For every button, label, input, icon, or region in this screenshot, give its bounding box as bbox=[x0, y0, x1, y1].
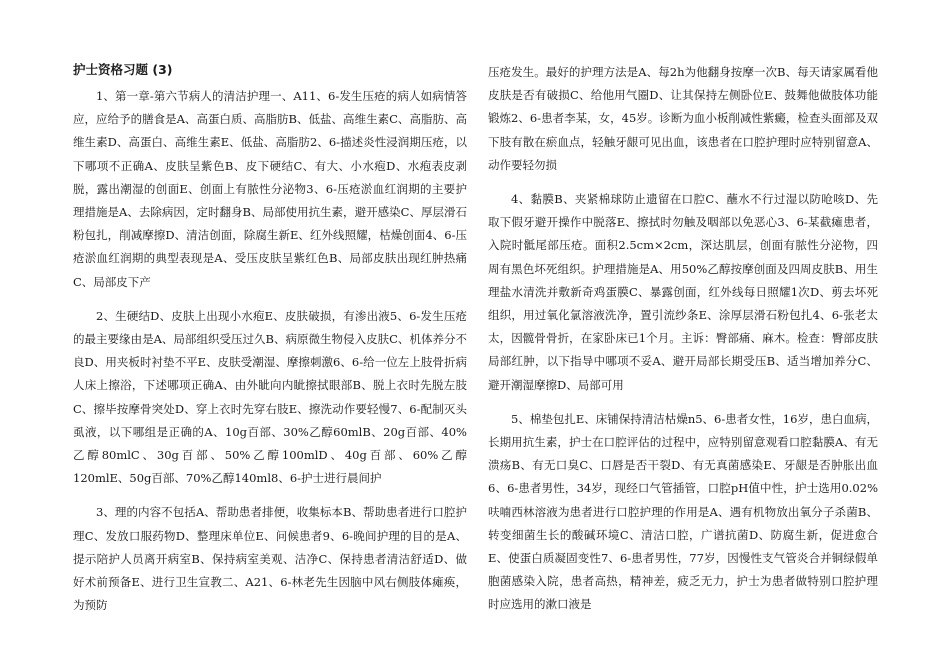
paragraph: 3、理的内容不包括A、帮助患者排便，收集标本B、帮助患者进行口腔护理C、发放口服药物D、整理床单位E、问候患者9、6-晚间护理的目的是A、提示陪护人员离开病室B、保持病室美观、洁净C、保持患者清洁舒适D、做好术前预备E、进行卫生宣教二、A21、6-林老先生因脑中风右侧肢体瘫痪，为预防 bbox=[73, 505, 467, 613]
paragraph: 压疮发生。最好的护理方法是A、每2h为他翻身按摩一次B、每天请家属看他皮肤是否有破损C、给他用气圈D、让其保持左侧卧位E、鼓舞他做肢体功能锻炼2、6-患者李某，女，45岁。诊断为血小板削减性紫癜，检查头面部及双下肢有散在瘀血点，轻触牙龈可见出血，该患者在口腔护理时应特别留意A、动作要轻勿损 bbox=[488, 65, 878, 172]
paragraph: 1、第一章-第六节病人的清洁护理一、A11、6-发生压疮的病人如病情答应，应给予的膳食是A、高蛋白质、高脂肪B、低盐、高维生素C、高脂肪、高维生素D、高蛋白、高维生素E、低盐、高脂肪2、6-描述炎性浸润期压疮，以下哪项不正确A、皮肤呈紫色B、皮下硬结C、有大、小水疱D、水疱表皮剥脱，露出潮湿的创面E、创面上有脓性分泌物3、6-压疮淤血红润期的主要护理措施是A、去除病因，定时翻身B、局部使用抗生素，避开感染C、厚层滑石粉包扎，削减摩擦D、清洁创面，除腐生新E、红外线照耀，枯燥创面4、6-压疮淤血红润期的典型表现是A、受压皮肤呈紫红色B、局部皮肤出现红肿热痛C、局部皮下产 bbox=[73, 89, 467, 289]
left-column bbox=[73, 60, 467, 628]
paragraph: 4、黏膜B、夹紧棉球防止遗留在口腔C、蘸水不行过湿以防呛咳D、先取下假牙避开操作中脱落E、擦拭时勿触及咽部以免恶心3、6-某截瘫患者，入院时骶尾部压疮。面积2.5cm×2cm，深达肌层，创面有脓性分泌物，四周有黑色坏死组织。护理措施是A、用50%乙醇按摩创面及四周皮肤B、用生理盐水清洗并敷新奇鸡蛋膜C、暴露创面，红外线每日照耀1次D、剪去坏死组织，用过氧化氯溶液洗净，置引流纱条E、涂厚层滑石粉包扎4、6-张老太太，因髋骨骨折，在家卧床已1个月。主诉：臀部痛、麻木。检查：臀部皮肤局部红肿，以下指导中哪项不妥A、避开局部长期受压B、适当增加养分C、避开潮湿摩擦D、局部可用 bbox=[488, 192, 878, 392]
paragraph: 2、生硬结D、皮肤上出现小水疱E、皮肤破损，有渗出液5、6-发生压疮的最主要缘由是A、局部组织受压过久B、病原微生物侵入皮肤C、机体养分不良D、用夹板时衬垫不平E、皮肤受潮湿、摩擦刺激6、6-给一位左上肢骨折病人床上擦浴，下述哪项正确A、由外眦向内眦擦拭眼部B、脱上衣时先脱左肢C、擦毕按摩骨突处D、穿上衣时先穿右肢E、擦洗动作要轻慢7、6-配制灭头虱液，以下哪组是正确的A、10g百部、30%乙醇60mlB、20g百部、40%乙醇80mlC、30g百部、50%乙醇100mlD、40g百部、60%乙醇120mlE、50g百部、70%乙醇140ml8、6-护士进行晨间护 bbox=[73, 308, 467, 486]
right-column bbox=[488, 61, 878, 628]
document-title: 护士资格习题 (3) bbox=[73, 62, 173, 77]
paragraph: 5、棉垫包扎E、床铺保持清洁枯燥n5、6-患者女性，16岁，患白血病，长期用抗生素，护士在口腔评估的过程中，应特别留意观看口腔黏膜A、有无溃疡B、有无口臭C、口唇是否干裂D、有无真菌感染E、牙龈是否肿胀出血6、6-患者男性，34岁，现经口气管插管，口腔pH值中性，护士选用0.02%呋喃西林溶液为患者进行口腔护理的作用是A、遇有机物放出氧分子杀菌B、转变细菌生长的酸碱环境C、清洁口腔，广谱抗菌D、防腐生新，促进愈合E、使蛋白质凝固变性7、6-患者男性，77岁，因慢性支气管炎合并铜绿假单胞菌感染入院，患者高热，精神差，疲乏无力，护士为患者做特别口腔护理时应选用的漱口液是 bbox=[488, 411, 878, 612]
